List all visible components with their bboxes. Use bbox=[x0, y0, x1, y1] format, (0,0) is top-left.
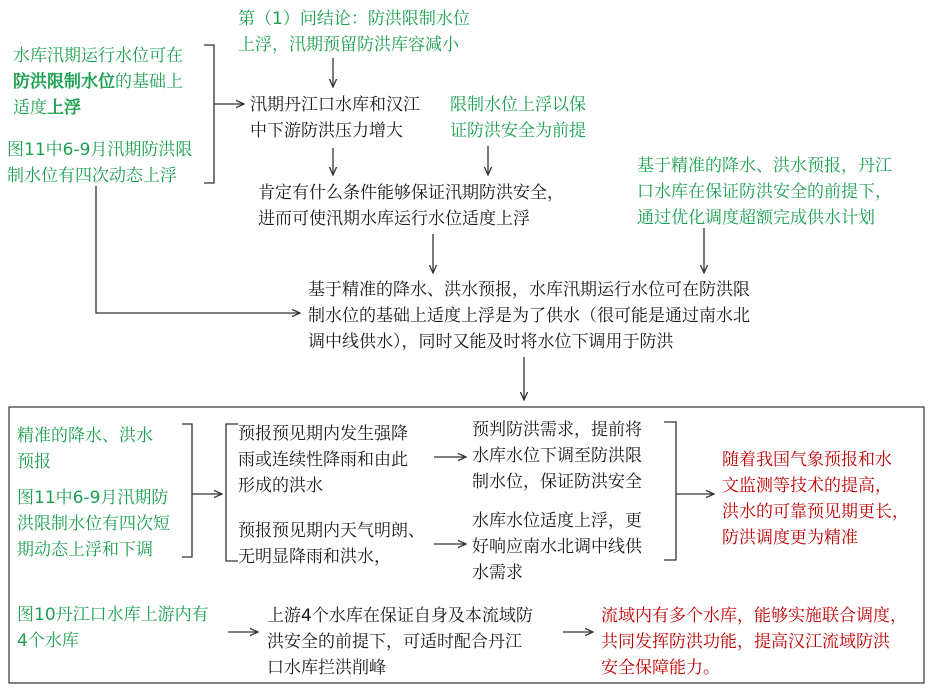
evidence-forecast: 精准的降水、洪水 预报 bbox=[17, 426, 153, 472]
case-bracket bbox=[226, 424, 238, 561]
case-clear-weather: 预报预见期内天气明朗、 无明显降雨和洪水， bbox=[238, 521, 425, 567]
question-condition: 肯定有什么条件能够保证汛期防洪安全， 进而可使汛期水库运行水位适度上浮 bbox=[258, 183, 564, 229]
evidence-figure11: 图11中6-9月汛期防 洪限制水位有四次短 期动态上浮和下调 bbox=[17, 488, 170, 560]
action-bracket bbox=[664, 422, 676, 560]
conclusion-joint-dispatch: 流域内有多个水库，能够实施联合调度， 共同发挥防洪功能，提高汉江流域防洪 安全保障能力。 bbox=[601, 606, 907, 678]
left-bracket bbox=[204, 45, 214, 183]
action-raise-level: 水库水位适度上浮，更 好响应南水北调中线供 水需求 bbox=[472, 511, 642, 583]
action-lower-level: 预判防洪需求，提前将 水库水位下调至防洪限 制水位，保证防洪安全 bbox=[472, 420, 642, 492]
evidence-figure10: 图10丹江口水库上游内有 4个水库 bbox=[17, 605, 209, 651]
evidence-bracket bbox=[182, 424, 192, 557]
left-note-floating-level: 水库汛期运行水位可在 防洪限制水位的基础上 适度上浮 bbox=[13, 46, 183, 118]
upstream-reservoirs: 上游4个水库在保证自身及本流域防 洪安全的前提下，可适时配合丹江 口水库拦洪削峰 bbox=[267, 606, 533, 678]
conclusion-forecast-tech: 随着我国气象预报和水 文监测等技术的提高， 洪水的可靠预见期更长， 防洪调度更为精准 bbox=[722, 450, 909, 548]
conclusion-q1: 第（1）问结论：防洪限制水位 上浮，汛期预留防洪库容减小 bbox=[238, 9, 470, 55]
case-heavy-rain: 预报预见期内发生强降 雨或连续性降雨和由此 形成的洪水 bbox=[238, 424, 408, 496]
left-note-figure11: 图11中6-9月汛期防洪限 制水位有四次动态上浮 bbox=[7, 140, 193, 186]
safety-premise: 限制水位上浮以保 证防洪安全为前提 bbox=[450, 95, 586, 141]
flood-pressure: 汛期丹江口水库和汉江 中下游防洪压力增大 bbox=[250, 95, 420, 141]
synthesis-statement: 基于精准的降水、洪水预报，水库汛期运行水位可在防洪限 制水位的基础上适度上浮是为了供水（很可能是通过南水北 调中线供水），同时又能及时将水位下调用于防洪 bbox=[308, 280, 750, 352]
forecast-note: 基于精准的降水、洪水预报，丹江 口水库在保证防洪安全的前提下， 通过优化调度超额完成供水计划 bbox=[637, 156, 892, 228]
